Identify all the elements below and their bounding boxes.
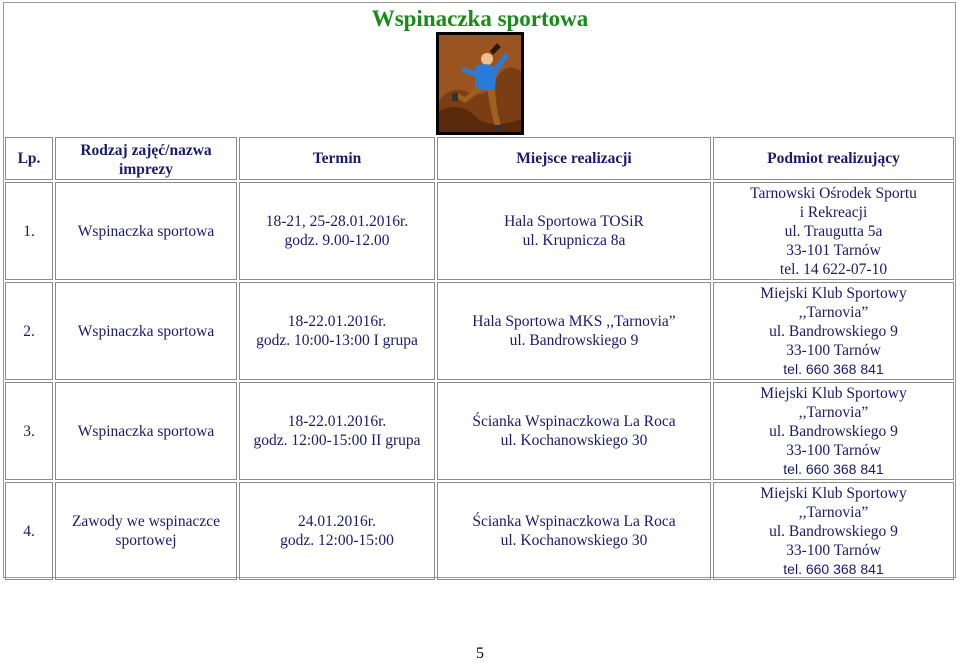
climber-clipart — [435, 31, 525, 136]
header-termin: Termin — [239, 137, 435, 180]
cell-podmiot: Miejski Klub Sportowy ,,Tarnovia” ul. Bandrowskiego 9 33-100 Tarnów tel. 660 368 841 — [713, 382, 954, 480]
cell-lp: 2. — [5, 282, 53, 380]
header-miejsce: Miejsce realizacji — [437, 137, 711, 180]
table-row — [5, 182, 954, 280]
table-header-row — [5, 137, 954, 180]
events-table — [3, 135, 956, 582]
cell-rodzaj: Wspinaczka sportowa — [55, 382, 237, 480]
cell-podmiot: Miejski Klub Sportowy ,,Tarnovia” ul. Bandrowskiego 9 33-100 Tarnów tel. 660 368 841 — [713, 282, 954, 380]
header-podmiot: Podmiot realizujący — [713, 137, 954, 180]
cell-miejsce: Ścianka Wspinaczkowa La Roca ul. Kochanowskiego 30 — [437, 482, 711, 580]
cell-termin: 18-22.01.2016r. godz. 12:00-15:00 II grupa — [239, 382, 435, 480]
cell-rodzaj: Zawody we wspinaczce sportowej — [55, 482, 237, 580]
cell-termin: 18-22.01.2016r. godz. 10:00-13:00 I grupa — [239, 282, 435, 380]
cell-lp: 3. — [5, 382, 53, 480]
cell-podmiot: Tarnowski Ośrodek Sportu i Rekreacji ul. Traugutta 5a 33-101 Tarnów tel. 14 622-07-10 — [713, 182, 954, 280]
cell-lp: 1. — [5, 182, 53, 280]
cell-termin: 24.01.2016r. godz. 12:00-15:00 — [239, 482, 435, 580]
header-lp: Lp. — [5, 137, 53, 180]
cell-rodzaj: Wspinaczka sportowa — [55, 182, 237, 280]
page-title: Wspinaczka sportowa — [371, 6, 589, 31]
cell-miejsce: Hala Sportowa MKS ,,Tarnovia” ul. Bandrowskiego 9 — [437, 282, 711, 380]
cell-podmiot: Miejski Klub Sportowy ,,Tarnovia” ul. Bandrowskiego 9 33-100 Tarnów tel. 660 368 841 — [713, 482, 954, 580]
page-number: 5 — [476, 645, 484, 662]
table-row — [5, 382, 954, 480]
table-row — [5, 282, 954, 380]
cell-lp: 4. — [5, 482, 53, 580]
cell-termin: 18-21, 25-28.01.2016r. godz. 9.00-12.00 — [239, 182, 435, 280]
cell-miejsce: Ścianka Wspinaczkowa La Roca ul. Kochanowskiego 30 — [437, 382, 711, 480]
cell-rodzaj: Wspinaczka sportowa — [55, 282, 237, 380]
header-rodzaj: Rodzaj zajęć/nazwa imprezy — [55, 137, 237, 180]
cell-miejsce: Hala Sportowa TOSiR ul. Krupnicza 8a — [437, 182, 711, 280]
table-row — [5, 482, 954, 580]
